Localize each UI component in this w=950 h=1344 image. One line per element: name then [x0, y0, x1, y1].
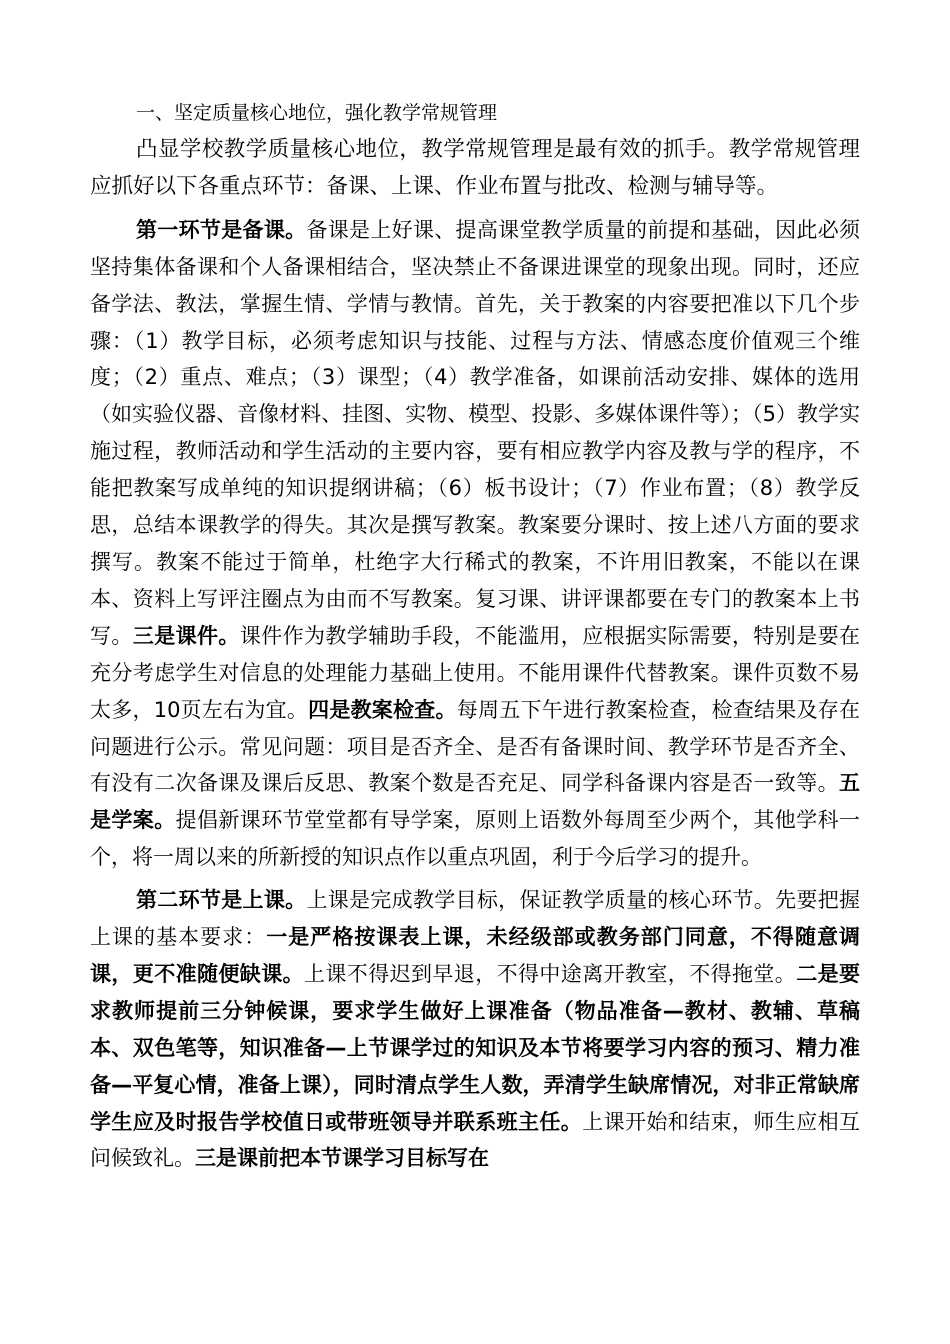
- lesson-prep-heading: 第一环节是备课。: [136, 217, 307, 242]
- section-heading: 一、坚定质量核心地位，强化教学常规管理: [136, 102, 498, 124]
- lesson-plan-check-heading: 四是教案检查。: [308, 697, 457, 722]
- courseware-heading: 三是课件。: [132, 623, 240, 648]
- study-guide-heading: 五是学案。: [90, 771, 860, 833]
- class-heading: 第二环节是上课。: [136, 888, 307, 913]
- class-paragraph: [90, 882, 860, 1177]
- document-page: [90, 95, 860, 1177]
- lesson-prep-text: 备课是上好课、提高课堂教学质量的前提和基础，因此必须坚持集体备课和个人备课相结合，坚决禁止不备课进课堂的现象出现。同时，还应备学法、教法，掌握生情、学情与教情。首先，关于教案的内容要把准以下几个步骤：（1）教学目标，必须考虑知识与技能、过程与方法、情感态度价值观三个维度；（2）重点、难点；（3）课型；（4）教学准备，如课前活动安排、媒体的选用（如实验仪器、音像材料、挂图、实物、模型、投影、多媒体课件等）；（5）教学实施过程，教师活动和学生活动的主要内容，要有相应教学内容及教与学的程序，不能把教案写成单纯的知识提纲讲稿；（6）板书设计；（7）作业布置；（8）教学反思，总结本课教学的得失。其次是撰写教案。教案要分课时、按上述八方面的要求撰写。教案不能过于简单，杜绝字大行稀式的教案，不许用旧教案，不能以在课本、资料上写评注圈点为由而不写教案。复习课、讲评课都要在专门的教案本上书写。: [90, 217, 861, 648]
- study-guide-text: 提倡新课环节堂堂都有导学案，原则上语数外每周至少两个，其他学科一个，将一周以来的所新授的知识点作以重点巩固，利于今后学习的提升。: [90, 808, 861, 870]
- class-text-2: 上课不得迟到早退，不得中途离开教室，不得拖堂。: [304, 961, 797, 986]
- class-rule-2: 二是要求教师提前三分钟候课，要求学生做好上课准备（物品准备—教材、教辅、草稿本、双色笔等，知识准备—上节课学过的知识及本节将要学习内容的预习、精力准备—平复心情，准备上课），同时清点学生人数，弄清学生缺席情况，对非正常缺席学生应及时报告学校值日或带班领导并联系班主任。: [90, 961, 861, 1134]
- class-rule-3: 三是课前把本节课学习目标写在: [195, 1146, 489, 1171]
- class-text-3: 上课开始和结束，师生应相互问候致礼。: [90, 1109, 861, 1171]
- lesson-plan-check-text: 每周五下午进行教案检查，检查结果及存在问题进行公示。常见问题：项目是否齐全、是否有备课时间、教学环节是否齐全、有没有二次备课及课后反思、教案个数是否充足、同学科备课内容是否一致等。: [90, 697, 860, 796]
- lesson-prep-paragraph: [90, 212, 860, 876]
- intro-paragraph: 凸显学校教学质量核心地位，教学常规管理是最有效的抓手。教学常规管理应抓好以下各重点环节：备课、上课、作业布置与批改、检测与辅导等。: [90, 137, 860, 199]
- class-rule-1: 一是严格按课表上课，未经级部或教务部门同意，不得随意调课，更不准随便缺课。: [90, 925, 861, 986]
- class-text-1: 上课是完成教学目标，保证教学质量的核心环节。先要把握上课的基本要求：: [90, 888, 861, 950]
- courseware-text: 课件作为教学辅助手段，不能滥用，应根据实际需要，特别是要在充分考虑学生对信息的处理能力基础上使用。不能用课件代替教案。课件页数不易太多，10页左右为宜。: [90, 623, 861, 722]
